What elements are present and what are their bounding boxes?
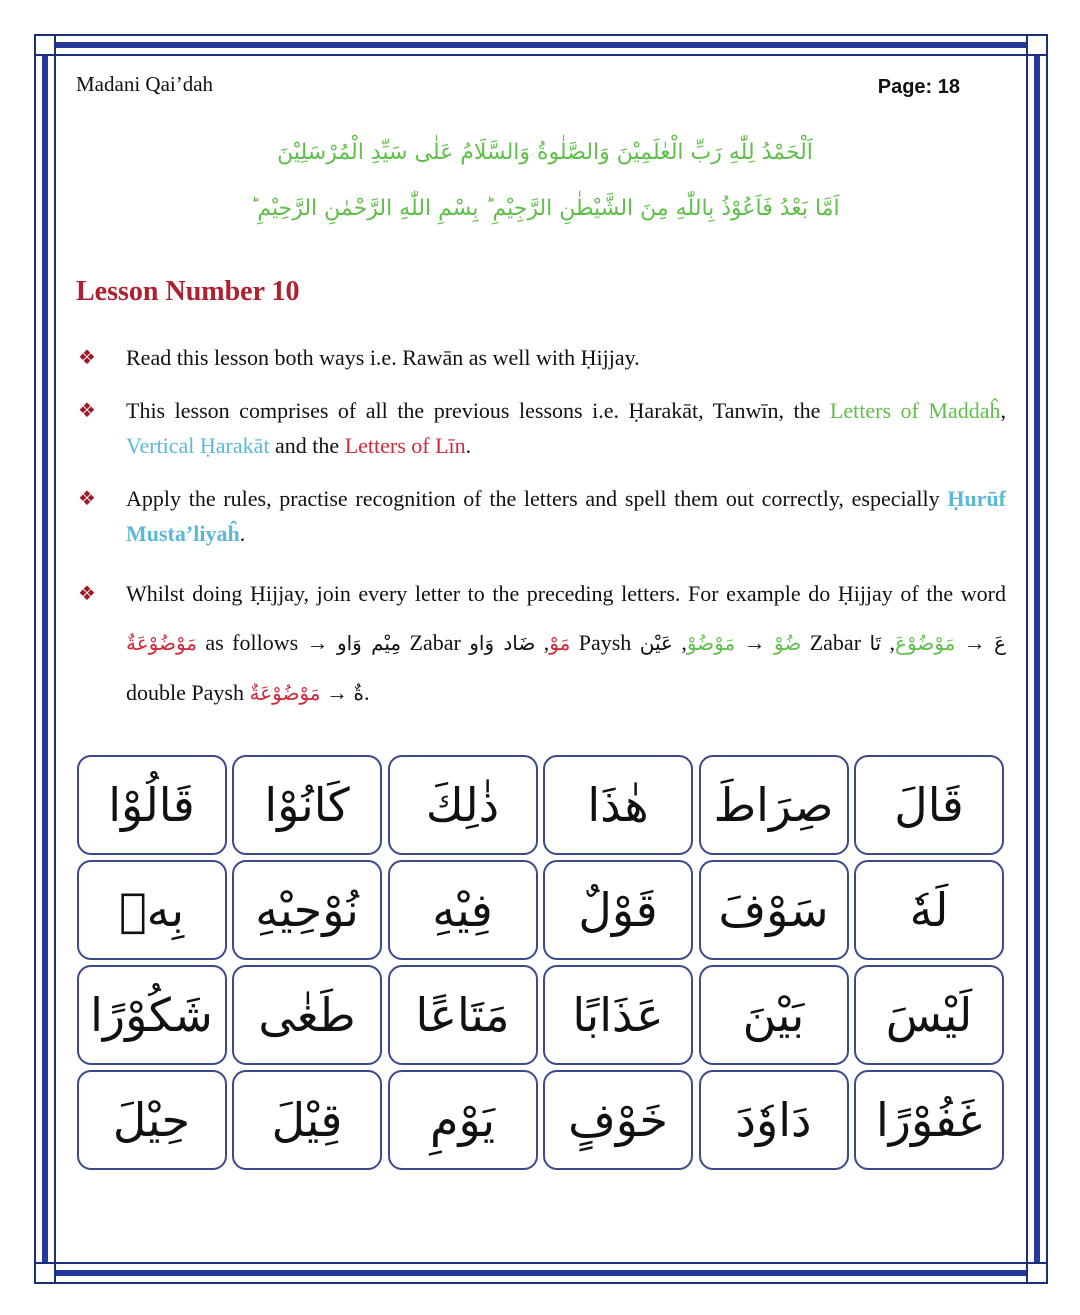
period-text: .	[465, 433, 472, 458]
book-title: Madani Qai’dah	[76, 72, 214, 96]
instruction-text: as follows →	[197, 630, 337, 655]
example-word: مَوْضُوْعَةٌ	[126, 631, 198, 655]
spelling-result: مَوْضُوْ	[686, 631, 736, 655]
bullet-diamond-icon: ❖	[78, 581, 96, 605]
instruction-text: Whilst doing Ḥijjay, join every letter to the preceding letters. For example do Ḥijjay of the word	[126, 581, 1006, 606]
word-cell: ذٰلِكَ	[388, 755, 538, 855]
term-letters-of-maddah: Letters of Maddaĥ	[829, 398, 1001, 423]
instruction-text: This lesson comprises of all the previous lessons i.e. Ḥarakāt, Tanwīn, the	[126, 398, 830, 423]
instruction-text: Apply the rules, practise recognition of the letters and spell them out correctly, especially	[126, 486, 948, 511]
word-cell: بَيْنَ	[699, 965, 849, 1065]
spelling-result: مَوْضُوْعَةٌ	[249, 681, 321, 705]
arrow-text: →	[955, 630, 995, 655]
term-vertical-harakat: Vertical Ḥarakāt	[126, 433, 270, 458]
separator-text: ,	[535, 630, 550, 655]
word-cell: قَوْلٌ	[543, 860, 693, 960]
word-cell: عَذَابًا	[543, 965, 693, 1065]
word-cell: هٰذَا	[543, 755, 693, 855]
period-text: .	[363, 680, 370, 705]
separator-text: ,	[881, 630, 896, 655]
instruction-item	[76, 481, 1006, 551]
instruction-item	[76, 569, 1006, 718]
spelling-result: مَوْ	[549, 631, 571, 655]
invocation-line-1: اَلْحَمْدُ لِلّٰهِ رَبِّ الْعٰلَمِيْنَ وَالصَّلٰوةُ وَالسَّلَامُ عَلٰى سَيِّدِ الْمُرْسَلِيْنَ	[277, 140, 813, 165]
word-cell: قِيْلَ	[232, 1070, 382, 1170]
spelling-result: عَ	[994, 631, 1007, 655]
word-cell: سَوْفَ	[699, 860, 849, 960]
instruction-item	[76, 393, 1006, 463]
bullet-diamond-icon: ❖	[78, 345, 96, 369]
spelling-step: مِيْم وَاو	[336, 631, 402, 655]
word-cell: حِيْلَ	[77, 1070, 227, 1170]
word-cell: شَكُوْرًا	[77, 965, 227, 1065]
word-cell: قَالُوْا	[77, 755, 227, 855]
frame-corner-top-left	[34, 34, 56, 56]
haraka-name: Paysh	[570, 630, 640, 655]
page-number: Page: 18	[877, 76, 960, 98]
spelling-step: ضَاد وَاو	[469, 631, 536, 655]
word-cell: طَغٰى	[232, 965, 382, 1065]
spelling-step: تَا	[869, 631, 882, 655]
invocation-line-2: اَمَّا بَعْدُ فَاَعُوْذُ بِاللّٰهِ مِنَ الشَّيْطٰنِ الرَّجِيْمِ ؕ بِسْمِ اللّٰهِ الرَّحْمٰنِ الرَّحِيْمِ ؕ	[250, 196, 840, 221]
haraka-name: Zabar	[401, 630, 470, 655]
word-cell: بِهٖ	[77, 860, 227, 960]
spelling-result: ةٌ	[353, 681, 364, 705]
frame-corner-bottom-left	[34, 1262, 56, 1284]
bullet-diamond-icon: ❖	[78, 398, 96, 422]
word-cell: نُوْحِيْهِ	[232, 860, 382, 960]
separator-text: ,	[672, 630, 687, 655]
word-cell: لَهٗ	[854, 860, 1004, 960]
spelling-result: ضُوْ	[774, 631, 802, 655]
word-cell: قَالَ	[854, 755, 1004, 855]
term-letters-of-lin: Letters of Līn	[344, 433, 466, 458]
word-cell: يَوْمِ	[388, 1070, 538, 1170]
separator-text: ,	[1000, 398, 1006, 423]
bullet-diamond-icon: ❖	[78, 486, 96, 510]
word-cell: مَتَاعًا	[388, 965, 538, 1065]
connector-text: and the	[269, 433, 345, 458]
word-cell: خَوْفٍ	[543, 1070, 693, 1170]
word-grid	[76, 755, 1004, 1170]
haraka-name: double Paysh	[126, 680, 250, 705]
arrow-text: →	[320, 680, 354, 705]
instruction-list	[76, 340, 1006, 736]
arrow-text: →	[735, 630, 774, 655]
spelling-result: مَوْضُوْعَ	[895, 631, 956, 655]
frame-corner-top-right	[1026, 34, 1048, 56]
word-cell: لَيْسَ	[854, 965, 1004, 1065]
word-cell: فِيْهِ	[388, 860, 538, 960]
frame-corner-bottom-right	[1026, 1262, 1048, 1284]
lesson-title: Lesson Number 10	[76, 276, 300, 307]
word-cell: غَفُوْرًا	[854, 1070, 1004, 1170]
word-cell: صِرَاطَ	[699, 755, 849, 855]
word-cell: كَانُوْا	[232, 755, 382, 855]
term-huruf-mustaliyah: Ḥurūf Musta’liyaĥ	[126, 486, 1006, 546]
instruction-item	[76, 340, 1006, 375]
period-text: .	[239, 521, 246, 546]
spelling-step: عَيْن	[639, 631, 673, 655]
haraka-name: Zabar	[801, 630, 870, 655]
word-cell: دَاوٗدَ	[699, 1070, 849, 1170]
instruction-text: Read this lesson both ways i.e. Rawān as well with Ḥijjay.	[126, 345, 640, 370]
